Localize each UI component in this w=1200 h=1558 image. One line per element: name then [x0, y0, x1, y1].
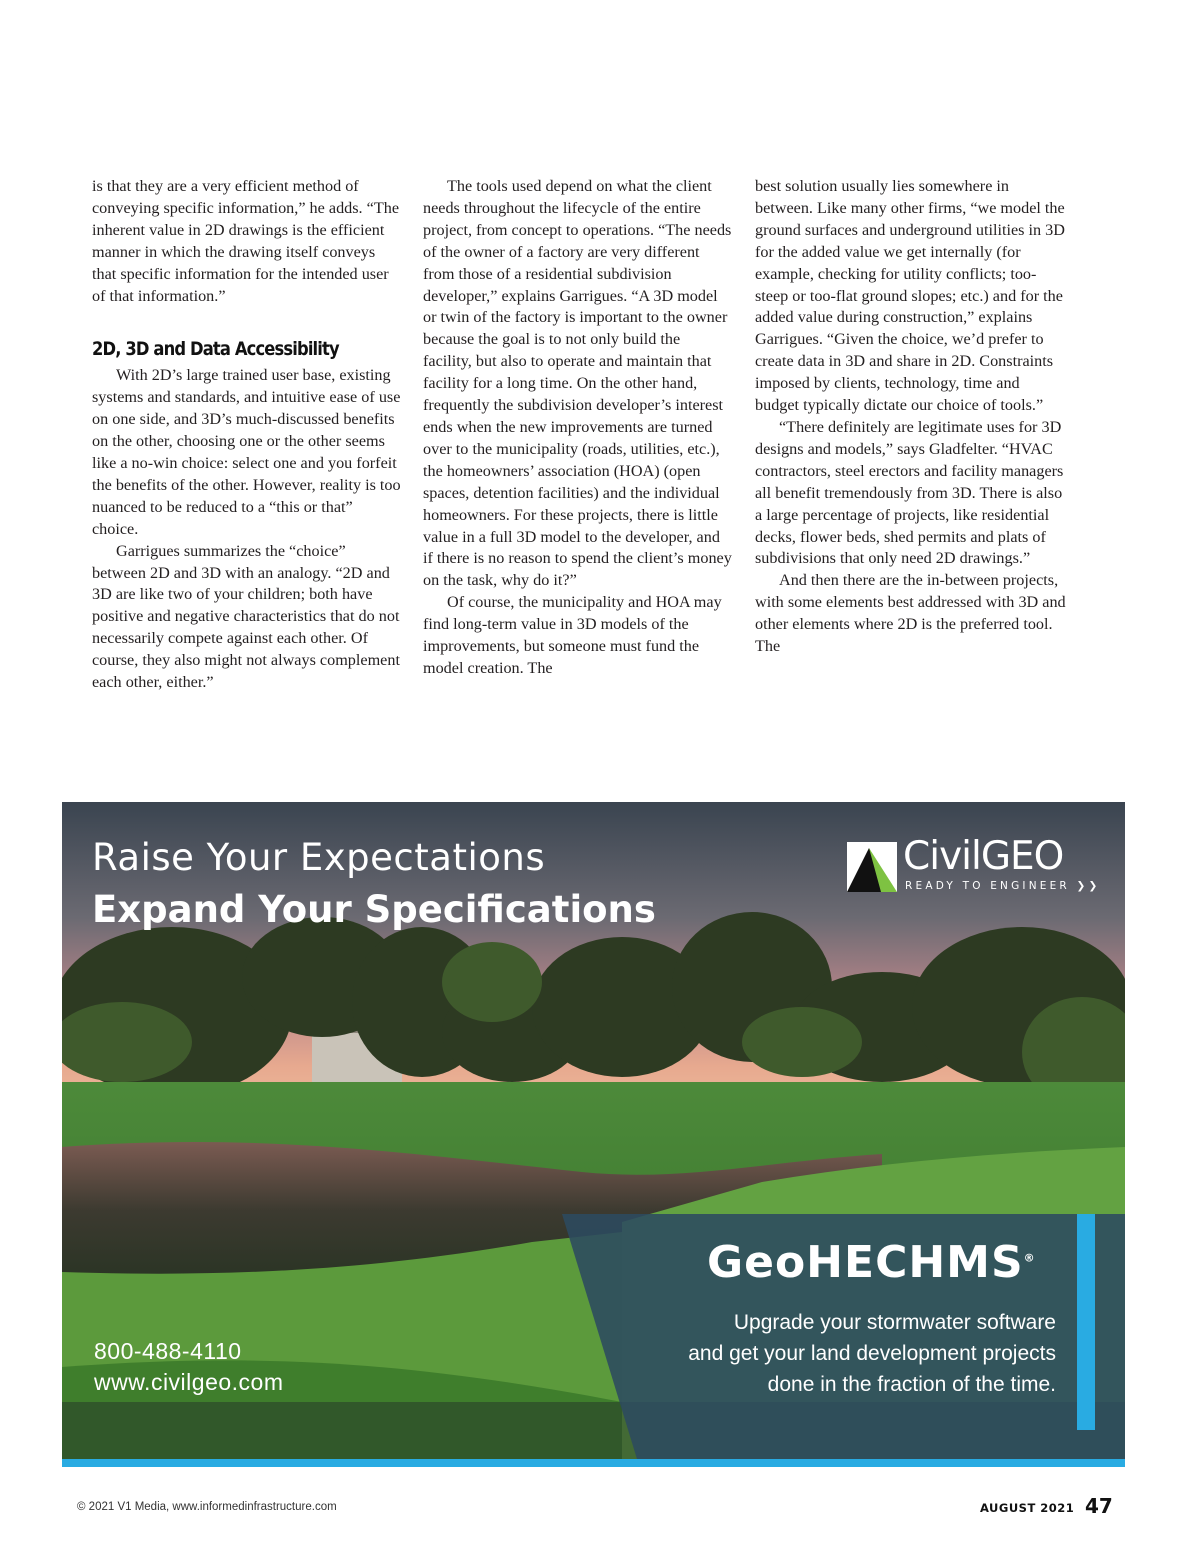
article-column-3	[755, 176, 1067, 658]
product-tagline	[576, 1307, 1056, 1400]
registered-mark: ®	[1023, 1251, 1035, 1265]
article-column-2	[423, 176, 733, 680]
ad-phone-number[interactable]: 800-488-4110	[94, 1338, 242, 1364]
civilgeo-logo[interactable]	[847, 834, 1101, 896]
paragraph: Garrigues summarizes the “choice” between 2D and 3D with an analogy. “2D and 3D are like two of your children; both have positive and negative characteristics that do not necessarily compete against each other. Of course, they also might not always complement each other, either.”	[92, 541, 400, 692]
brand-name: CivilGEO	[903, 834, 1064, 879]
page-number: 47	[1085, 1494, 1113, 1518]
footer-copyright: © 2021 V1 Media, www.informedinfrastructure.com	[77, 1501, 337, 1513]
tagline-line: Upgrade your stormwater software	[733, 1311, 1056, 1334]
ad-headline-1: Raise Your Expectations	[92, 836, 546, 879]
paragraph: And then there are the in-between projects, with some elements best addressed with 3D and other elements where 2D is the preferred tool. The	[755, 571, 1066, 656]
tagline-line: and get your land development projects	[688, 1342, 1056, 1365]
ad-website-link[interactable]: www.civilgeo.com	[94, 1369, 284, 1395]
brand-tagline: READY TO ENGINEER ❯❯	[905, 880, 1101, 892]
article-column-1	[92, 176, 402, 694]
paragraph: The tools used depend on what the client needs throughout the lifecycle of the entire project, from concept to operations. “The needs of the owner of a factory are very different from those of a residential subdivision developer,” explains Garrigues. “A 3D model or twin of the factory is important to the owner because the goal is to not only build the facility, but also to operate and maintain that facility for a long time. On the other hand, frequently the subdivision developer’s interest ends when the new improvements are turned over to the municipality (roads, utilities, etc.), the homeowners’ association (HOA) (open spaces, detention facilities) and the individual homeowners. For these projects, there is little value in a full 3D model to the developer, and if there is no reason to spend the client’s money on the task, why do it?”	[423, 177, 732, 590]
civilgeo-mountain-icon	[847, 842, 897, 892]
accent-strip	[1077, 1214, 1095, 1430]
ad-bottom-bar	[62, 1459, 1125, 1467]
paragraph: is that they are a very efficient method of conveying specific information,” he adds. “The inherent value in 2D drawings is the efficient manner in which the drawing itself conveys that specific information for the intended user of that information.”	[92, 177, 400, 305]
product-name-text: GeoHECHMS	[707, 1237, 1024, 1288]
footer-issue-date: AUGUST 2021	[980, 1501, 1075, 1515]
product-name	[707, 1237, 1035, 1288]
civilgeo-advertisement[interactable]	[62, 802, 1125, 1459]
paragraph: “There definitely are legitimate uses for 3D designs and models,” says Gladfelter. “HVAC contractors, steel erectors and facility managers all benefit tremendously from 3D. There is also a large percentage of projects, like residential decks, flower beds, shed permits and plats of subdivisions that only need 2D drawings.”	[755, 417, 1064, 568]
paragraph: Of course, the municipality and HOA may find long-term value in 3D models of the improvements, but someone must fund the model creation. The	[423, 593, 722, 677]
section-heading: 2D, 3D and Data Accessibility	[92, 338, 339, 361]
tagline-line: done in the fraction of the time.	[767, 1373, 1056, 1396]
ad-headline-2: Expand Your Specifications	[92, 888, 656, 931]
paragraph: best solution usually lies somewhere in between. Like many other firms, “we model the ground surfaces and underground utilities in 3D for the added value we get internally (for example, checking for utility conflicts; too-steep or too-flat ground slopes; etc.) and for the added value during construction,” explains Garrigues. “Given the choice, we’d prefer to create data in 3D and share in 2D. Constraints imposed by clients, technology, time and budget typically dictate our choice of tools.”	[755, 177, 1065, 415]
paragraph: With 2D’s large trained user base, existing systems and standards, and intuitive ease of use on one side, and 3D’s much-discussed benefits on the other, choosing one or the other seems like a no-win choice: select one and you forfeit the benefits of the other. However, reality is too nuanced to be reduced to a “this or that” choice.	[92, 366, 401, 538]
